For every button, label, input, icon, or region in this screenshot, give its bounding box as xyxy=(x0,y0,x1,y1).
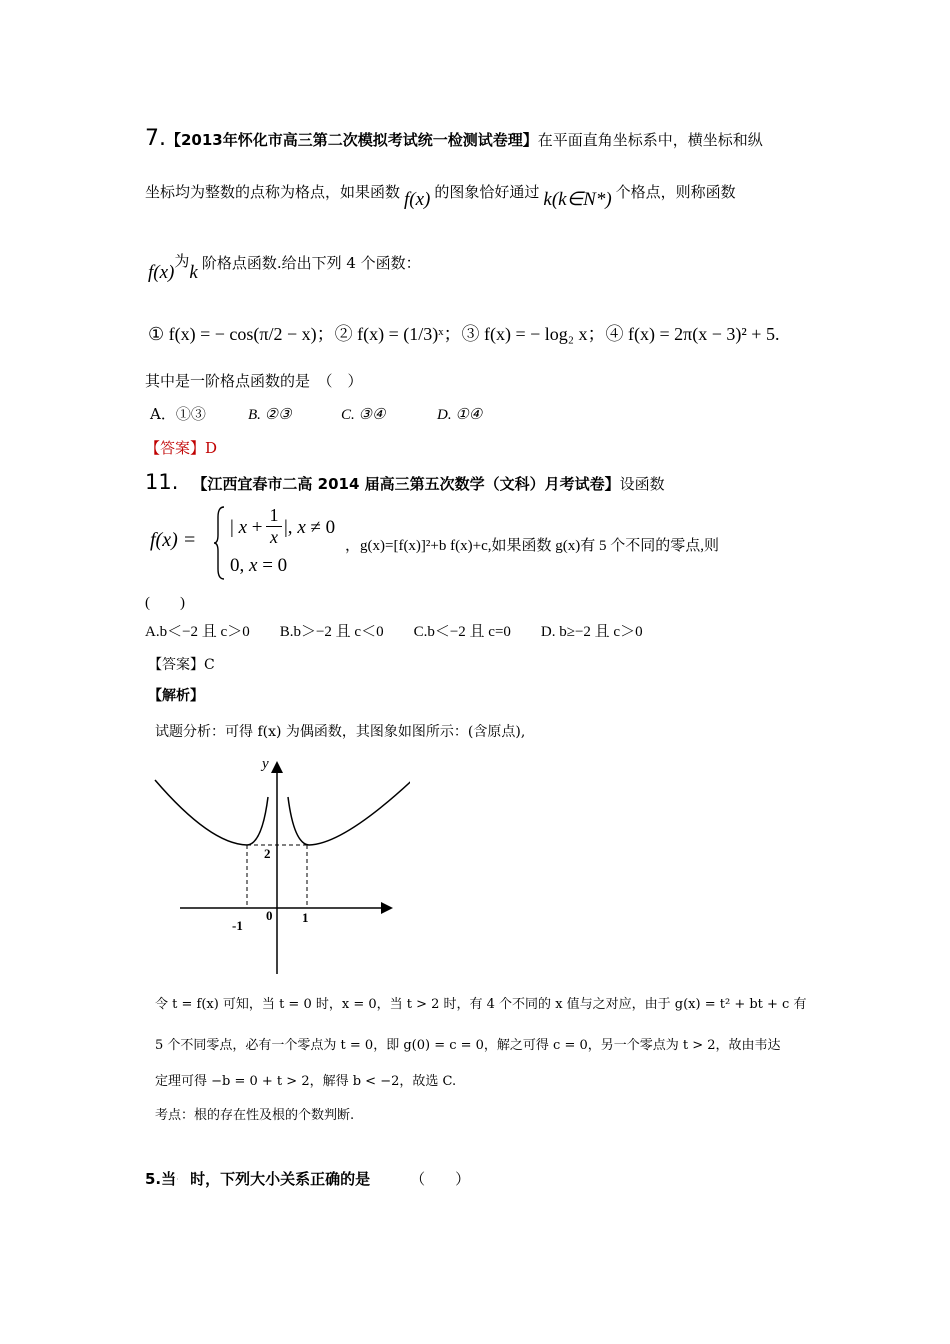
q7-line2-c: 个格点，则称函数 xyxy=(615,183,736,201)
graph-two-label: 2 xyxy=(264,846,271,861)
q7-answer: 【答案】D xyxy=(145,439,218,457)
q11-reason-3: 定理可得 −b = 0 + t > 2，解得 b < −2，故选 C. xyxy=(155,1074,457,1089)
graph-y-label: y xyxy=(262,756,269,772)
q7-option-c: C. ③④ xyxy=(341,407,386,423)
q7-number: 7. xyxy=(145,126,166,151)
q7-options xyxy=(150,403,482,424)
q7-line3-k: k xyxy=(189,262,198,283)
q5-text-a: 当 xyxy=(161,1170,177,1188)
graph-one-label: 1 xyxy=(302,910,309,925)
q11-options: A.b＜−2 且 c＞0 B.b＞−2 且 c＜0 C.b＜−2 且 c=0 D. b≥−2 且 c＞0 xyxy=(145,624,643,640)
q11-analysis-title: 【解析】 xyxy=(148,688,204,704)
q7-line3-wei: 为 xyxy=(174,252,190,270)
q11-fraction: 1 x xyxy=(266,505,282,547)
graph-zero-label: 0 xyxy=(266,908,273,923)
q5-number: 5. xyxy=(145,1170,162,1188)
q11-intro: 设函数 xyxy=(619,475,665,493)
curve-right xyxy=(288,770,410,845)
q7-line2 xyxy=(145,180,736,210)
q5-small-mark: · xyxy=(176,1175,179,1184)
q11-tail: ，g(x)=[f(x)]²+b f(x)+c,如果函数 g(x)有 5 个不同的零点,则 xyxy=(345,538,719,554)
q11-case2: 0, x = 0 xyxy=(230,555,288,576)
q11-piecewise xyxy=(148,505,358,583)
graph-neg1-label: -1 xyxy=(232,918,243,933)
q11-paren: ( ) xyxy=(145,595,185,611)
q11-number: 11. xyxy=(145,470,179,494)
q11-piecewise-lhs: f(x) = xyxy=(150,529,197,551)
q7-option-b: B. ②③ xyxy=(248,407,292,423)
q7-kn: k(k∈N*) xyxy=(543,189,612,210)
q11-brace xyxy=(214,505,226,581)
q5-text-b: 时，下列大小关系正确的是 xyxy=(190,1170,371,1188)
q11-line1 xyxy=(145,470,665,494)
q7-source: 【2013年怀化市高三第二次模拟考试统一检测试卷理】 xyxy=(166,131,538,149)
q7-line1-text: 在平面直角坐标系中，横坐标和纵 xyxy=(537,131,763,149)
q11-case1-cond: |, x ≠ 0 xyxy=(284,517,336,538)
curve-left xyxy=(155,780,268,845)
q7-line3 xyxy=(148,252,421,283)
q11-source: 【江西宜春市二高 2014 届高三第五次数学（文科）月考试卷】 xyxy=(192,475,620,493)
q7-option-a: A．①③ xyxy=(150,405,206,423)
q11-reason-1: 令 t = f(x) 可知，当 t = 0 时，x = 0，当 t > 2 时，有 4 个不同的 x 值与之对应，由于 g(x) = t² + bt + c 有 xyxy=(155,997,807,1012)
q7-functions: ① f(x) = − cos(π/2 − x)；② f(x) = (1/3)ˣ；③ f(x) = − log₂ x；④ f(x) = 2π(x − 3)² + 5. xyxy=(148,324,780,344)
q11-case1: | x + xyxy=(230,517,263,538)
q7-line3-fx: f(x) xyxy=(148,262,175,283)
q11-reason-2: 5 个不同零点，必有一个零点为 t = 0，即 g(0) = c = 0，解之可得 c = 0，另一个零点为 t > 2，故由韦达 xyxy=(155,1038,781,1053)
q5-paren: （ ） xyxy=(410,1170,471,1188)
q7-line1 xyxy=(145,126,763,151)
q11-graph xyxy=(150,752,410,982)
q7-question: 其中是一阶格点函数的是 （ ） xyxy=(145,372,363,390)
q7-line3-text: 阶格点函数.给出下列 4 个函数： xyxy=(201,254,421,272)
q7-fx: f(x) xyxy=(404,189,431,210)
q11-analysis-line: 试题分析：可得 f(x) 为偶函数，其图象如图所示：(含原点), xyxy=(155,724,526,740)
q7-line2-b: 的图象恰好通过 xyxy=(434,183,540,201)
q7-option-d: D. ①④ xyxy=(437,407,483,423)
q11-kaodian: 考点：根的存在性及根的个数判断. xyxy=(155,1108,355,1123)
q11-answer: 【答案】C xyxy=(148,657,215,673)
q7-line2-a: 坐标均为整数的点称为格点，如果函数 xyxy=(145,183,401,201)
q5-line xyxy=(145,1168,470,1189)
